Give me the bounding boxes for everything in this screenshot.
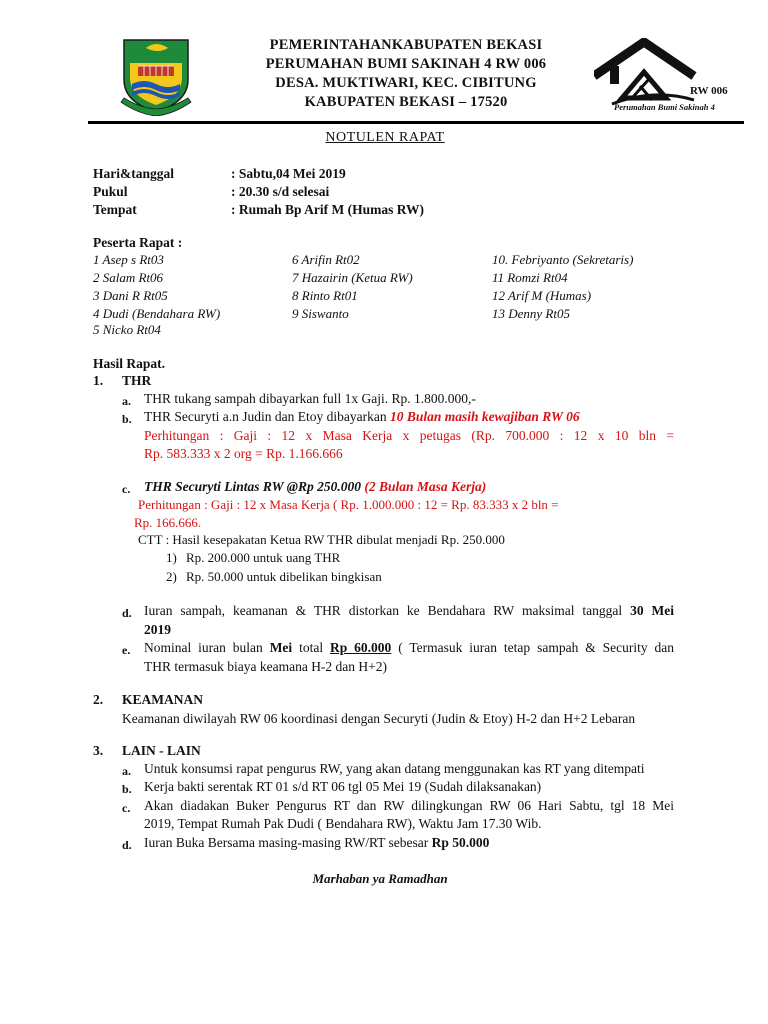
item-d-plain: Iuran sampah, keamanan & THR distorkan ke Bendahara RW maksimal tanggal — [144, 603, 631, 618]
logo-name-text: Perumahan Bumi Sakinah 4 — [614, 102, 715, 112]
item-d-date: 30 Mei — [630, 603, 674, 618]
item-c-calc-line-2: Rp. 166.666. — [134, 515, 202, 530]
participant: 7 Hazairin (Ketua RW) — [292, 270, 413, 285]
item-b-text — [144, 409, 580, 425]
item-marker: b. — [122, 412, 132, 426]
participant: 1 Asep s Rt03 — [93, 252, 164, 267]
header-line-1: PEMERINTAHANKABUPATEN BEKASI — [269, 37, 543, 53]
section-3-title: LAIN - LAIN — [122, 743, 201, 758]
item-d-year: 2019 — [144, 622, 171, 637]
section-3-item-b: Kerja bakti serentak RT 01 s/d RT 06 tgl 05 Mei 19 (Sudah dilaksanakan) — [144, 779, 542, 794]
perumahan-house-logo — [594, 38, 734, 118]
item-e-part: ( Termasuk iuran tetap sampah & Security dan — [391, 640, 675, 655]
item-a-text: THR tukang sampah dibayarkan full 1x Gaji. Rp. 1.800.000,- — [144, 391, 476, 406]
participant: 11 Romzi Rt04 — [492, 270, 568, 285]
item-b-red: 10 Bulan masih kewajiban RW 06 — [389, 409, 580, 424]
item-e-month: Mei — [269, 640, 293, 655]
item-marker: e. — [122, 643, 131, 657]
participant: 10. Febriyanto (Sekretaris) — [492, 252, 634, 267]
section-2-title: KEAMANAN — [122, 692, 203, 707]
ctt-item-number: 2) — [166, 569, 177, 584]
section-3-item-d — [144, 835, 489, 851]
item-c-calc-line-1: Perhitungan : Gaji : 12 x Masa Kerja ( Rp. 1.000.000 : 12 = Rp. 83.333 x 2 bln = — [138, 497, 559, 512]
info-date-label: Hari&tanggal — [93, 166, 174, 181]
participants-heading: Peserta Rapat : — [93, 235, 183, 250]
results-heading: Hasil Rapat. — [93, 356, 166, 371]
item-e-part: Nominal iuran bulan — [144, 640, 270, 655]
section-1-number: 1. — [93, 373, 104, 388]
item-b-plain: THR Securyti a.n Judin dan Etoy dibayarkan — [144, 409, 390, 424]
ctt-item-number: 1) — [166, 550, 177, 565]
section-2-number: 2. — [93, 692, 104, 707]
item-marker: c. — [122, 482, 131, 496]
participant: 13 Denny Rt05 — [492, 306, 570, 321]
section-1-title: THR — [122, 373, 152, 388]
section-2-text: Keamanan diwilayah RW 06 koordinasi dengan Securyti (Judin & Etoy) H-2 dan H+2 Lebaran — [122, 711, 636, 726]
participant: 2 Salam Rt06 — [93, 270, 164, 285]
section-3-item-d-plain: Iuran Buka Bersama masing-masing RW/RT sebesar — [144, 835, 432, 850]
document-title: NOTULEN RAPAT — [325, 130, 445, 145]
section-3-number: 3. — [93, 743, 104, 758]
item-marker: a. — [122, 394, 131, 408]
participant: 8 Rinto Rt01 — [292, 288, 358, 303]
kabupaten-bekasi-emblem — [118, 36, 194, 116]
item-e-line-2: THR termasuk biaya keamana H-2 dan H+2) — [144, 659, 388, 674]
section-3-item-c-line-1: Akan diadakan Buker Pengurus RT dan RW dilingkungan RW 06 Hari Sabtu, tgl 18 Mei — [144, 798, 674, 813]
info-date-value: : Sabtu,04 Mei 2019 — [231, 166, 346, 181]
participant: 3 Dani R Rt05 — [93, 288, 168, 303]
item-marker: c. — [122, 801, 131, 815]
item-b-calc-line-1: Perhitungan : Gaji : 12 x Masa Kerja x petugas (Rp. 700.000 : 12 x 10 bln = — [144, 428, 674, 443]
participant: 5 Nicko Rt04 — [93, 322, 161, 337]
participant: 12 Arif M (Humas) — [492, 288, 592, 303]
info-time-value: : 20.30 s/d selesai — [231, 184, 330, 199]
ctt-item-text: Rp. 50.000 untuk dibelikan bingkisan — [186, 569, 382, 584]
participant: 4 Dudi (Bendahara RW) — [93, 306, 221, 321]
participant: 6 Arifin Rt02 — [292, 252, 360, 267]
section-3-item-c-line-2: 2019, Tempat Rumah Pak Dudi ( Bendahara RW), Waktu Jam 17.30 Wib. — [144, 816, 542, 831]
ctt-note: CTT : Hasil kesepakatan Ketua RW THR dibulat menjadi Rp. 250.000 — [138, 532, 505, 547]
header-line-2: PERUMAHAN BUMI SAKINAH 4 RW 006 — [265, 56, 547, 72]
header-line-3: DESA. MUKTIWARI, KEC. CIBITUNG — [275, 75, 537, 91]
participant: 9 Siswanto — [292, 306, 349, 321]
item-e-amount: Rp 60.000 — [330, 640, 392, 655]
item-c-text — [144, 479, 486, 495]
item-marker: d. — [122, 838, 132, 852]
item-c-red: (2 Bulan Masa Kerja) — [364, 479, 487, 494]
item-b-calc-line-2: Rp. 583.333 x 2 org = Rp. 1.166.666 — [144, 446, 343, 461]
item-e-part: total — [292, 640, 330, 655]
section-3-item-a: Untuk konsumsi rapat pengurus RW, yang akan datang menggunakan kas RT yang ditempati — [144, 761, 645, 776]
logo-rw-text: RW 006 — [690, 85, 728, 97]
section-3-item-d-amount: Rp 50.000 — [431, 835, 490, 850]
info-time-label: Pukul — [93, 184, 128, 199]
header-line-4: KABUPATEN BEKASI – 17520 — [304, 94, 508, 110]
item-e-line-1 — [144, 640, 674, 656]
info-place-label: Tempat — [93, 202, 137, 217]
closing-greeting: Marhaban ya Ramadhan — [312, 871, 448, 886]
info-place-value: : Rumah Bp Arif M (Humas RW) — [231, 202, 425, 217]
header-divider — [88, 121, 744, 124]
ctt-item-text: Rp. 200.000 untuk uang THR — [186, 550, 341, 565]
item-c-plain: THR Securyti Lintas RW @Rp 250.000 — [144, 479, 365, 494]
item-marker: b. — [122, 782, 132, 796]
item-d-line-1 — [144, 603, 674, 619]
item-marker: a. — [122, 764, 131, 778]
item-marker: d. — [122, 606, 132, 620]
